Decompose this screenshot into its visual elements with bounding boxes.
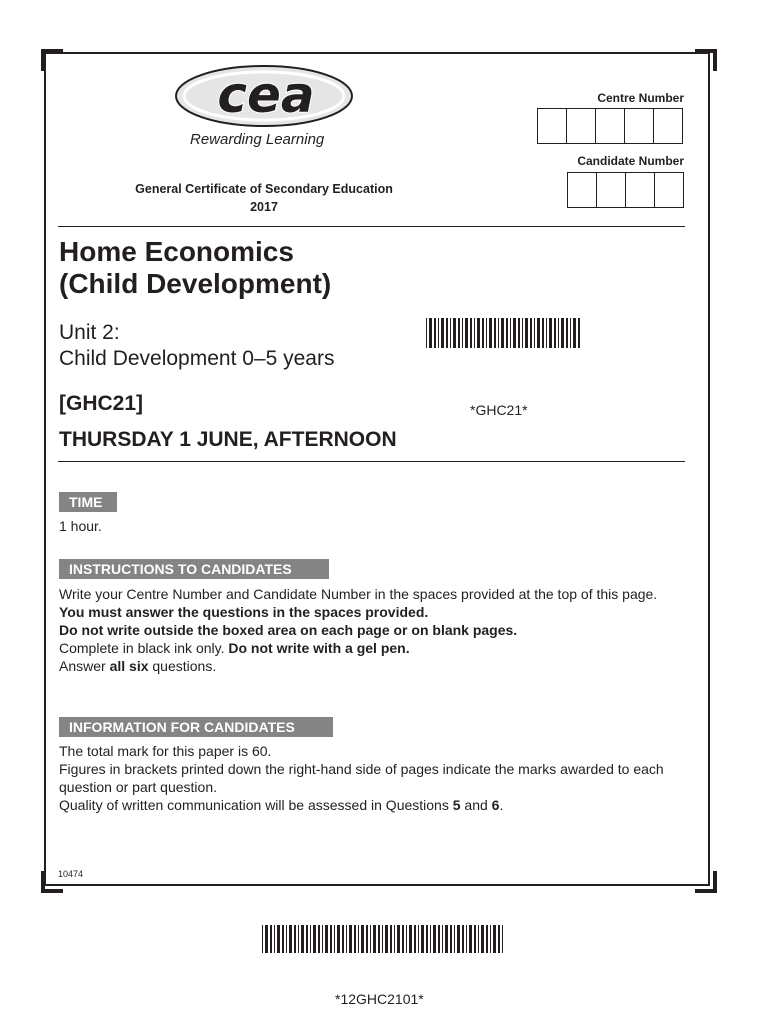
centre-number-digit[interactable] (537, 108, 567, 144)
instructions-text (59, 585, 679, 675)
barcode-stripe (286, 925, 287, 953)
logo-wordmark: cea (217, 66, 315, 124)
barcode-stripe (450, 925, 452, 953)
barcode-stripe (486, 925, 488, 953)
barcode-stripe (442, 925, 443, 953)
centre-number-digit[interactable] (566, 108, 596, 144)
centre-number-label: Centre Number (597, 91, 684, 105)
unit-title (59, 320, 334, 372)
time-value: 1 hour. (59, 518, 102, 534)
barcode-stripe (457, 925, 460, 953)
instruction-line: You must answer the questions in the spaces provided. (59, 604, 429, 620)
barcode-stripe (554, 318, 556, 348)
centre-number-boxes[interactable] (538, 108, 683, 144)
instruction-line: Write your Centre Number and Candidate Number in the spaces provided at the top of this page. (59, 586, 658, 602)
barcode-stripe (518, 318, 520, 348)
barcode-stripe (498, 318, 499, 348)
barcode-stripe (318, 925, 320, 953)
barcode-stripe (453, 318, 456, 348)
barcode-stripe (390, 925, 392, 953)
barcode-stripe (450, 318, 451, 348)
exam-year: 2017 (250, 200, 278, 214)
barcode-stripe (474, 925, 476, 953)
information-text: Quality of written communication will be assessed in Questions (59, 797, 449, 813)
corner-mark (695, 871, 717, 893)
paper-code: [GHC21] (59, 392, 144, 415)
barcode-stripe (322, 925, 323, 953)
paper-barcode (426, 318, 582, 348)
barcode-stripe (549, 318, 552, 348)
barcode-stripe (346, 925, 347, 953)
information-line (59, 796, 679, 814)
candidate-number-digit[interactable] (625, 172, 655, 208)
barcode-stripe (438, 925, 440, 953)
barcode-stripe (578, 318, 580, 348)
corner-mark (695, 49, 717, 71)
barcode-stripe (489, 318, 492, 348)
barcode-stripe (433, 925, 436, 953)
barcode-stripe (385, 925, 388, 953)
barcode-stripe (366, 925, 368, 953)
barcode-stripe (421, 925, 424, 953)
candidate-number-digit[interactable] (654, 172, 684, 208)
qualification-name: General Certificate of Secondary Education (135, 182, 393, 196)
barcode-stripe (349, 925, 352, 953)
barcode-stripe (481, 925, 484, 953)
barcode-stripe (414, 925, 416, 953)
divider (58, 226, 685, 227)
subject-line: Home Economics (59, 236, 294, 267)
divider (58, 461, 685, 462)
tagline: Rewarding Learning (190, 131, 325, 148)
corner-mark (41, 49, 63, 71)
page-barcode (262, 925, 506, 953)
barcode-stripe (446, 318, 448, 348)
time-label: TIME (59, 492, 117, 512)
barcode-stripe (262, 925, 263, 953)
barcode-stripe (525, 318, 528, 348)
barcode-stripe (441, 318, 444, 348)
barcode-stripe (465, 318, 468, 348)
barcode-stripe (313, 925, 316, 953)
instruction-line (59, 657, 679, 675)
information-label: INFORMATION FOR CANDIDATES (59, 717, 333, 737)
candidate-number-label: Candidate Number (577, 154, 684, 168)
barcode-stripe (382, 925, 383, 953)
barcode-stripe (458, 318, 460, 348)
centre-number-digit[interactable] (653, 108, 683, 144)
barcode-stripe (298, 925, 299, 953)
barcode-stripe (418, 925, 419, 953)
barcode-stripe (573, 318, 576, 348)
information-text: and (464, 797, 488, 813)
barcode-stripe (482, 318, 484, 348)
unit-line: Child Development 0–5 years (59, 347, 335, 370)
barcode-stripe (409, 925, 412, 953)
barcode-stripe (361, 925, 364, 953)
instruction-text: Answer (59, 658, 106, 674)
barcode-stripe (426, 925, 428, 953)
barcode-stripe (325, 925, 328, 953)
candidate-number-boxes[interactable] (568, 172, 684, 208)
barcode-stripe (493, 925, 496, 953)
barcode-stripe (358, 925, 359, 953)
barcode-stripe (561, 318, 564, 348)
instruction-text: questions. (152, 658, 217, 674)
information-text: . (499, 797, 504, 813)
barcode-stripe (462, 925, 464, 953)
barcode-stripe (466, 925, 467, 953)
barcode-stripe (454, 925, 455, 953)
barcode-stripe (522, 318, 523, 348)
information-line: The total mark for this paper is 60. (59, 743, 272, 759)
barcode-stripe (542, 318, 544, 348)
subject-line: (Child Development) (59, 268, 332, 299)
subject-title (59, 236, 331, 300)
instructions-label: INSTRUCTIONS TO CANDIDATES (59, 559, 329, 579)
candidate-number-digit[interactable] (567, 172, 597, 208)
barcode-stripe (513, 318, 516, 348)
barcode-stripe (462, 318, 463, 348)
barcode-stripe (430, 925, 431, 953)
barcode-stripe (469, 925, 472, 953)
barcode-stripe (306, 925, 308, 953)
barcode-stripe (378, 925, 380, 953)
barcode-stripe (570, 318, 571, 348)
unit-line: Unit 2: (59, 321, 120, 344)
instruction-emphasis: all six (109, 658, 149, 674)
information-text (59, 742, 679, 814)
barcode-stripe (477, 318, 480, 348)
instruction-line: Do not write outside the boxed area on each page or on blank pages. (59, 622, 518, 638)
instruction-line (59, 639, 679, 657)
barcode-stripe (502, 925, 503, 953)
centre-number-digit[interactable] (595, 108, 625, 144)
barcode-stripe (534, 318, 535, 348)
barcode-stripe (354, 925, 356, 953)
barcode-stripe (310, 925, 311, 953)
barcode-stripe (506, 318, 508, 348)
barcode-stripe (282, 925, 284, 953)
barcode-stripe (397, 925, 400, 953)
barcode-stripe (337, 925, 340, 953)
barcode-stripe (402, 925, 404, 953)
barcode-stripe (330, 925, 332, 953)
qualification-title (104, 180, 424, 216)
page-barcode-text: *12GHC2101* (335, 991, 424, 1007)
barcode-stripe (498, 925, 500, 953)
barcode-stripe (426, 318, 427, 348)
barcode-stripe (438, 318, 439, 348)
barcode-stripe (274, 925, 275, 953)
paper-barcode-text: *GHC21* (470, 402, 528, 418)
barcode-stripe (370, 925, 371, 953)
centre-number-digit[interactable] (624, 108, 654, 144)
barcode-stripe (301, 925, 304, 953)
barcode-stripe (494, 318, 496, 348)
barcode-stripe (270, 925, 272, 953)
barcode-stripe (546, 318, 547, 348)
barcode-stripe (445, 925, 448, 953)
cea-logo (168, 62, 360, 130)
information-line: Figures in brackets printed down the right-hand side of pages indicate the marks awarded to each question or part question. (59, 761, 664, 795)
barcode-stripe (434, 318, 436, 348)
instruction-text: Complete in black ink only. (59, 640, 225, 656)
barcode-stripe (406, 925, 407, 953)
barcode-stripe (289, 925, 292, 953)
question-number: 6 (491, 797, 500, 813)
barcode-stripe (265, 925, 268, 953)
question-number: 5 (452, 797, 461, 813)
barcode-stripe (474, 318, 475, 348)
barcode-stripe (501, 318, 504, 348)
barcode-stripe (394, 925, 395, 953)
barcode-stripe (470, 318, 472, 348)
document-code: 10474 (58, 869, 84, 879)
exam-date: THURSDAY 1 JUNE, AFTERNOON (59, 428, 397, 451)
barcode-stripe (510, 318, 511, 348)
barcode-stripe (429, 318, 432, 348)
barcode-stripe (537, 318, 540, 348)
barcode-stripe (530, 318, 532, 348)
barcode-stripe (334, 925, 335, 953)
barcode-stripe (342, 925, 344, 953)
barcode-stripe (373, 925, 376, 953)
barcode-stripe (566, 318, 568, 348)
barcode-stripe (486, 318, 487, 348)
barcode-stripe (277, 925, 280, 953)
instruction-emphasis: Do not write with a gel pen. (228, 640, 410, 656)
barcode-stripe (478, 925, 479, 953)
barcode-stripe (558, 318, 559, 348)
candidate-number-digit[interactable] (596, 172, 626, 208)
barcode-stripe (294, 925, 296, 953)
barcode-stripe (490, 925, 491, 953)
